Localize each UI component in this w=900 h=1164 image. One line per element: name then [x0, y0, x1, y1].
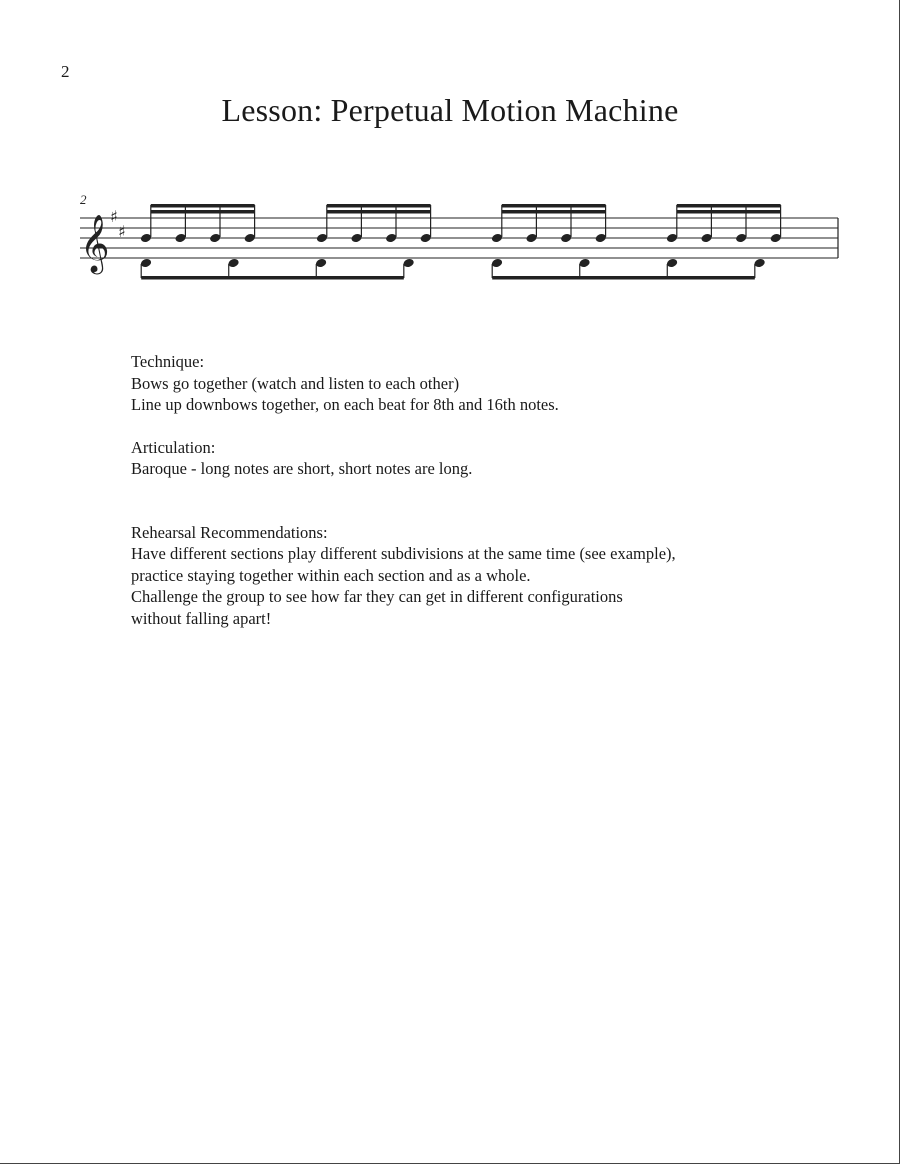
note-beam [677, 204, 781, 208]
upper-voice-notes [140, 204, 782, 243]
staff-lines [80, 218, 838, 258]
note-beam [327, 204, 431, 208]
articulation-section [131, 437, 871, 480]
note-beam [492, 276, 755, 280]
music-staff [0, 180, 900, 290]
note-beam [151, 210, 255, 214]
treble-clef-icon: 𝄞 [80, 214, 110, 272]
sharp-f-icon: ♯ [110, 207, 118, 226]
measure-number: 2 [80, 192, 87, 207]
articulation-heading: Articulation: [131, 437, 216, 457]
technique-line: Line up downbows together, on each beat for 8th and 16th notes. [131, 395, 559, 414]
page-title: Lesson: Perpetual Motion Machine [221, 92, 679, 128]
rehearsal-heading: Rehearsal Recommendations: [131, 522, 328, 542]
note-beam [327, 210, 431, 214]
rehearsal-line: Have different sections play different subdivisions at the same time (see example), [131, 544, 676, 563]
technique-line: Bows go together (watch and listen to each other) [131, 373, 460, 393]
rehearsal-line: without falling apart! [131, 608, 272, 628]
technique-section [131, 351, 871, 416]
note-beam [141, 276, 404, 280]
lesson-notes [131, 351, 871, 650]
sharp-c-icon: ♯ [118, 222, 126, 241]
note-beam [151, 204, 255, 208]
technique-heading: Technique: [131, 352, 205, 371]
lower-voice-notes [140, 258, 766, 280]
articulation-line: Baroque - long notes are short, short notes are long. [131, 459, 473, 478]
rehearsal-line: practice staying together within each section and as a whole. [131, 565, 531, 585]
page-number: 2 [61, 62, 70, 81]
rehearsal-line: Challenge the group to see how far they can get in different configurations [131, 587, 623, 606]
note-beam [502, 210, 606, 214]
note-beam [677, 210, 781, 214]
rehearsal-section [131, 522, 871, 630]
note-beam [502, 204, 606, 208]
